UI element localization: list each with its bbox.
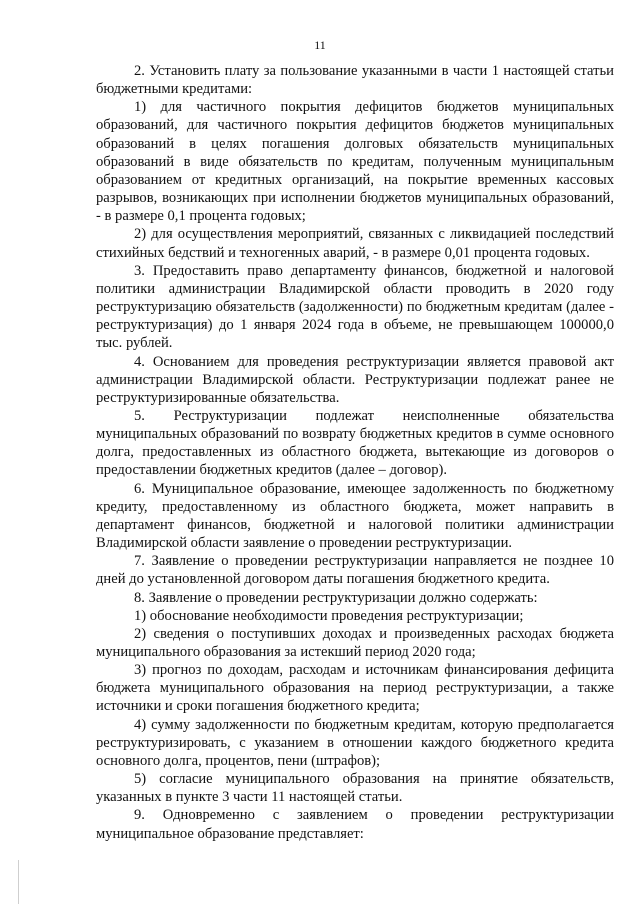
paragraph-5: 5. Реструктуризации подлежат неисполненные обязательства муниципальных образований по возврату бюджетных кредитов в сумме основного долга, предоставленных из областного бюджета, вытекающие из договоров о предоставлении бюджетных кредитов (далее – договор). <box>96 407 614 479</box>
paragraph-9: 9. Одновременно с заявлением о проведении реструктуризации муниципальное образование представляет: <box>96 807 614 842</box>
paragraph-8-item-4: 4) сумму задолженности по бюджетным кредитам, которую предполагается реструктуризировать, с указанием в отношении каждого бюджетного кредита основного долга, процентов, пени (штрафов); <box>96 716 614 769</box>
paragraph-2-item-1: 1) для частичного покрытия дефицитов бюджетов муниципальных образований, для частичного покрытия дефицитов бюджетов муниципальных образований в целях погашения долговых обязательств муниципальных образований в виде обязательств по кредитам, полученным муниципальным образованием от кредитных организаций, на покрытие временных кассовых разрывов, возникающих при исполнении бюджетов муниципальных образований, - в размере 0,1 процента годовых; <box>96 99 614 225</box>
paragraph-2: 2. Установить плату за пользование указанными в части 1 настоящей статьи бюджетными кредитами: <box>96 63 614 98</box>
paragraph-7: 7. Заявление о проведении реструктуризации направляется не позднее 10 дней до установленной договором даты погашения бюджетного кредита. <box>96 553 614 588</box>
document-body <box>96 62 614 843</box>
paragraph-2-item-2: 2) для осуществления мероприятий, связанных с ликвидацией последствий стихийных бедствий и техногенных аварий, - в размере 0,01 процента годовых. <box>96 226 614 261</box>
paragraph-8: 8. Заявление о проведении реструктуризации должно содержать: <box>134 589 538 606</box>
paragraph-3: 3. Предоставить право департаменту финансов, бюджетной и налоговой политики администрации Владимирской области проводить в 2020 году реструктуризацию обязательств (задолженности) по бюджетным кредитам (далее - реструктуризация) до 1 января 2024 года в объеме, не превышающем 100000,0 тыс. рублей. <box>96 262 614 352</box>
paragraph-4: 4. Основанием для проведения реструктуризации является правовой акт администрации Владимирской области. Реструктуризации подлежат ранее не реструктуризированные обязательства. <box>96 353 614 406</box>
paragraph-8-item-3: 3) прогноз по доходам, расходам и источникам финансирования дефицита бюджета муниципального образования на период реструктуризации, а также источники и сроки погашения бюджетного кредита; <box>96 662 614 715</box>
paragraph-8-item-1: 1) обоснование необходимости проведения реструктуризации; <box>134 607 524 624</box>
paragraph-8-item-5: 5) согласие муниципального образования на принятие обязательств, указанных в пункте 3 части 11 настоящей статьи. <box>96 771 614 806</box>
paragraph-8-item-2: 2) сведения о поступивших доходах и произведенных расходах бюджета муниципального образования за истекший период 2020 года; <box>96 625 614 660</box>
scan-edge-line <box>18 860 19 904</box>
paragraph-6: 6. Муниципальное образование, имеющее задолженность по бюджетному кредиту, предоставленному из областного бюджета, может направить в департамент финансов, бюджетной и налоговой политики администрации Владимирской области заявление о проведении реструктуризации. <box>96 480 614 552</box>
page-number: 11 <box>314 38 326 52</box>
